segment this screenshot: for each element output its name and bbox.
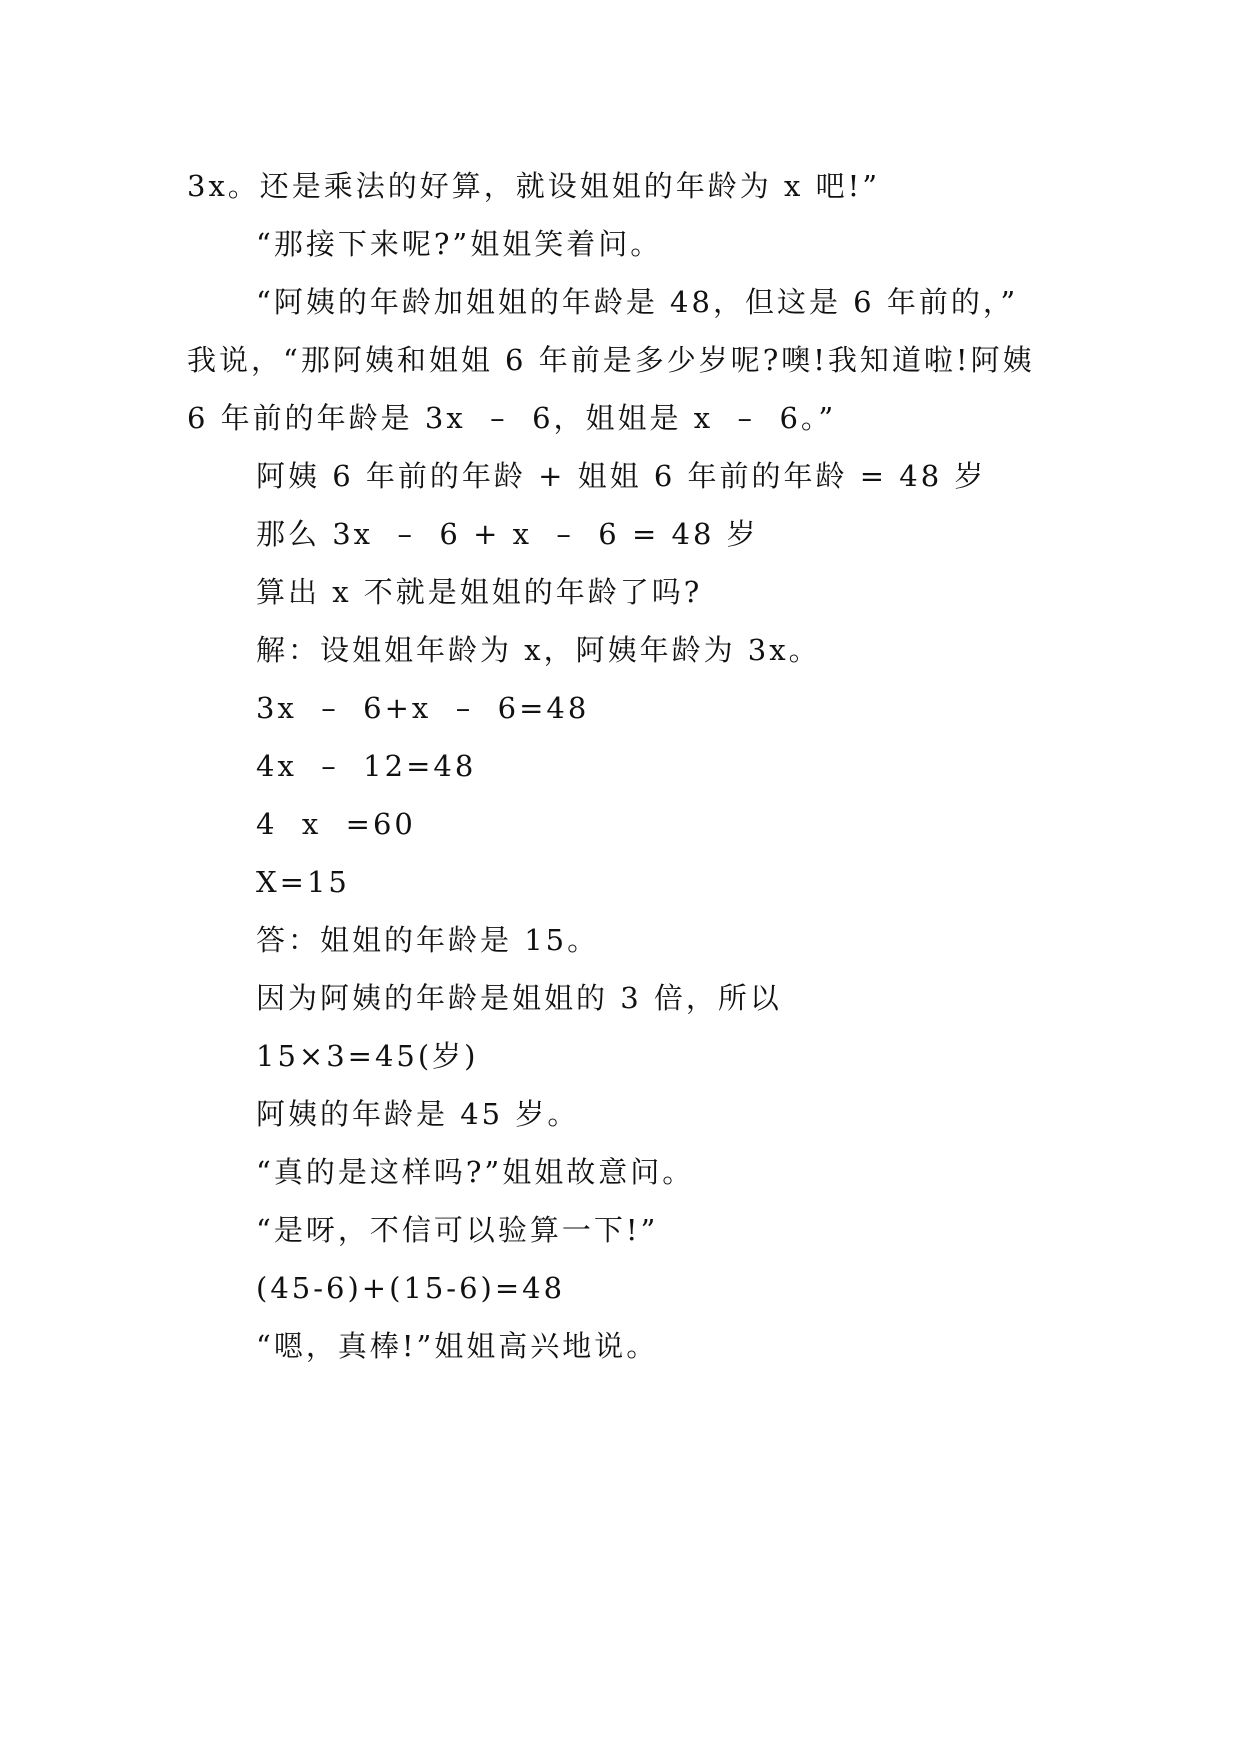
text-line: 算出 x 不就是姐姐的年龄了吗?: [256, 575, 703, 609]
equation-line: X=15: [256, 865, 350, 899]
text-line: “嗯，真棒!”姐姐高兴地说。: [256, 1329, 659, 1363]
text-line: 答：姐姐的年龄是 15。: [256, 923, 600, 957]
equation-line: 4 x =60: [256, 807, 416, 841]
text-line: “是呀，不信可以验算一下!”: [256, 1213, 659, 1247]
text-line: 阿姨的年龄是 45 岁。: [256, 1097, 580, 1131]
text-line: “那接下来呢?”姐姐笑着问。: [256, 227, 663, 261]
equation-line: (45-6)+(15-6)=48: [256, 1271, 566, 1305]
text-line: “真的是这样吗?”姐姐故意问。: [256, 1155, 695, 1189]
equation-line: 4x – 12=48: [256, 749, 477, 783]
text-line: 那么 3x – 6 + x – 6 = 48 岁: [256, 517, 759, 551]
equation-line: 3x – 6+x – 6=48: [256, 691, 590, 725]
text-line: 6 年前的年龄是 3x – 6，姐姐是 x – 6。”: [187, 401, 837, 435]
equation-line: 15×3=45(岁): [256, 1039, 479, 1073]
text-line: “阿姨的年龄加姐姐的年龄是 48，但这是 6 年前的，”: [256, 285, 1019, 319]
text-line: 解：设姐姐年龄为 x，阿姨年龄为 3x。: [256, 633, 821, 667]
text-line: 3x。还是乘法的好算，就设姐姐的年龄为 x 吧!”: [187, 169, 881, 203]
text-line: 我说，“那阿姨和姐姐 6 年前是多少岁呢?噢!我知道啦!阿姨: [187, 343, 1035, 377]
text-line: 因为阿姨的年龄是姐姐的 3 倍，所以: [256, 981, 782, 1015]
text-line: 阿姨 6 年前的年龄 + 姐姐 6 年前的年龄 = 48 岁: [256, 459, 987, 493]
